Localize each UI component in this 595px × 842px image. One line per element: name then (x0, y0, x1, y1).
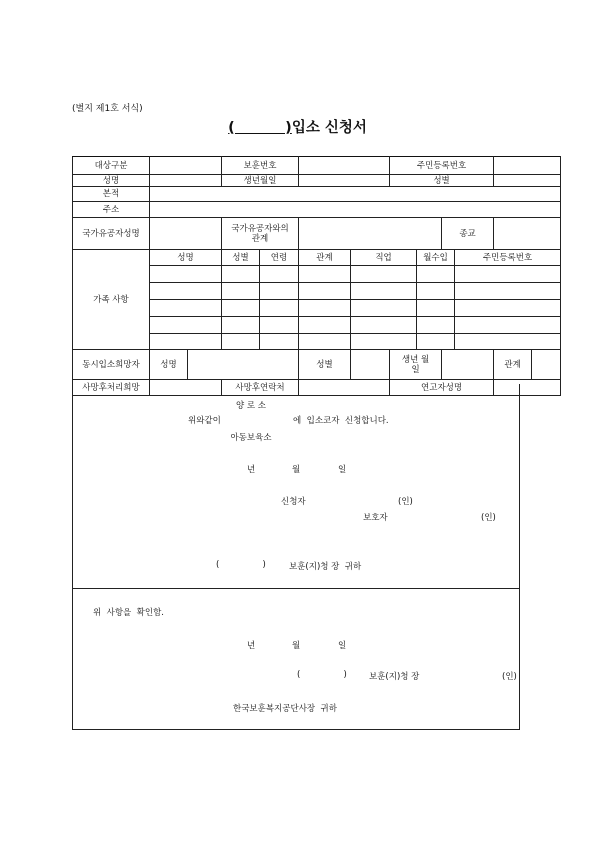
family-cell[interactable] (260, 283, 299, 300)
row-name (73, 175, 561, 187)
veteran-relation-label (222, 218, 299, 250)
confirm-addressee: 한국보훈복지공단사장 귀하 (233, 704, 337, 714)
joint-relation-field[interactable] (532, 350, 561, 380)
family-cell[interactable] (417, 300, 455, 317)
family-cell[interactable] (351, 266, 417, 283)
form-number-label: (별지 제1호 서식) (72, 104, 143, 114)
family-cell[interactable] (150, 266, 222, 283)
family-cell[interactable] (222, 317, 260, 334)
confirm-date-day: 일 (338, 641, 347, 651)
family-cell[interactable] (150, 317, 222, 334)
gender-field[interactable] (494, 175, 561, 187)
family-cell[interactable] (299, 334, 351, 350)
religion-field[interactable] (494, 218, 561, 250)
statement-date-day: 일 (338, 465, 347, 475)
veteran-number-label: 보훈번호 (222, 157, 299, 175)
application-table (72, 156, 561, 396)
family-cell[interactable] (417, 334, 455, 350)
row-veteran (73, 218, 561, 250)
family-cell[interactable] (260, 266, 299, 283)
family-cell[interactable] (299, 300, 351, 317)
title-text: 입소 신청서 (291, 120, 367, 136)
after-death-wish-label: 사망후처리희망 (73, 380, 150, 396)
family-header-name: 성명 (150, 250, 222, 266)
joint-birth-line1: 생년 월 (401, 354, 430, 365)
family-cell[interactable] (417, 266, 455, 283)
family-cell[interactable] (417, 283, 455, 300)
domicile-field[interactable] (150, 187, 561, 202)
confirm-date-year: 년 (247, 641, 256, 651)
page-title (0, 116, 595, 137)
name-field[interactable] (150, 175, 222, 187)
guardian-seal: (인) (481, 513, 496, 523)
family-cell[interactable] (351, 317, 417, 334)
veteran-name-label: 국가유공자성명 (73, 218, 150, 250)
statement-addressee: 보훈(지)청 장 귀하 (289, 562, 362, 572)
family-cell[interactable] (150, 300, 222, 317)
family-cell[interactable] (260, 300, 299, 317)
statement-date-year: 년 (247, 465, 256, 475)
facility-option-nursing-home: 양 로 소 (235, 401, 267, 411)
family-cell[interactable] (455, 300, 561, 317)
veteran-relation-field[interactable] (299, 218, 442, 250)
joint-birth-label (390, 350, 442, 380)
address-field[interactable] (150, 202, 561, 218)
confirm-seal: (인) (502, 672, 517, 682)
facility-option-childcare: 아동보육소 (230, 433, 272, 443)
target-category-label: 대상구분 (73, 157, 150, 175)
family-header-job: 직업 (351, 250, 417, 266)
target-category-field[interactable] (150, 157, 222, 175)
family-cell[interactable] (351, 300, 417, 317)
row-joint-applicant (73, 350, 561, 380)
joint-birth-field[interactable] (442, 350, 494, 380)
veteran-name-field[interactable] (150, 218, 222, 250)
row-address (73, 202, 561, 218)
joint-applicant-label: 동시입소희망자 (73, 350, 150, 380)
family-cell[interactable] (351, 334, 417, 350)
joint-relation-label: 관계 (494, 350, 532, 380)
veteran-number-field[interactable] (299, 157, 390, 175)
family-cell[interactable] (150, 283, 222, 300)
family-cell[interactable] (260, 334, 299, 350)
family-cell[interactable] (260, 317, 299, 334)
gender-label: 성별 (390, 175, 494, 187)
family-label: 가족 사항 (73, 250, 150, 350)
joint-name-label: 성명 (150, 350, 188, 380)
row-domicile (73, 187, 561, 202)
statement-sentence-end: 에 입소코자 신청합니다. (293, 416, 389, 426)
family-cell[interactable] (222, 283, 260, 300)
family-header-resident-number: 주민등록번호 (455, 250, 561, 266)
row-family-header (73, 250, 561, 266)
family-header-age: 연령 (260, 250, 299, 266)
family-header-income: 월수입 (417, 250, 455, 266)
family-cell[interactable] (150, 334, 222, 350)
family-cell[interactable] (455, 266, 561, 283)
family-cell[interactable] (222, 300, 260, 317)
resident-number-label: 주민등록번호 (390, 157, 494, 175)
statement-date-month: 월 (292, 465, 301, 475)
veteran-relation-line1: 국가유공자와의 (231, 223, 289, 234)
guardian-label: 보호자 (363, 513, 388, 523)
family-cell[interactable] (222, 334, 260, 350)
confirmation-section (72, 589, 520, 730)
confirm-date-month: 월 (292, 641, 301, 651)
birth-date-label: 생년월일 (222, 175, 299, 187)
application-statement (72, 384, 520, 589)
veteran-relation-line2: 관계 (251, 233, 269, 244)
family-cell[interactable] (222, 266, 260, 283)
joint-gender-field[interactable] (351, 350, 390, 380)
guardian-name-label: 연고자성명 (390, 380, 494, 396)
applicant-seal: (인) (398, 497, 413, 507)
after-death-contact-label: 사망후연락처 (222, 380, 299, 396)
row-target-category (73, 157, 561, 175)
domicile-label: 본적 (73, 187, 150, 202)
family-header-relation: 관계 (299, 250, 351, 266)
family-cell[interactable] (299, 283, 351, 300)
statement-addressee-paren: ( ) (216, 560, 266, 570)
joint-birth-line2: 일 (411, 364, 420, 375)
family-cell[interactable] (455, 283, 561, 300)
family-cell[interactable] (299, 266, 351, 283)
resident-number-field[interactable] (494, 157, 561, 175)
birth-date-field[interactable] (299, 175, 390, 187)
religion-label: 종교 (442, 218, 494, 250)
confirmation-text: 위 사항을 확인함. (93, 608, 164, 618)
family-cell[interactable] (455, 334, 561, 350)
joint-gender-label: 성별 (299, 350, 351, 380)
family-header-gender: 성별 (222, 250, 260, 266)
applicant-label: 신청자 (281, 497, 306, 507)
family-cell[interactable] (455, 317, 561, 334)
family-cell[interactable] (299, 317, 351, 334)
family-cell[interactable] (351, 283, 417, 300)
title-blank: ( ) (228, 120, 292, 136)
statement-sentence-start: 위와같이 (188, 416, 221, 426)
confirm-office-paren: ( ) (297, 670, 347, 680)
family-cell[interactable] (417, 317, 455, 334)
name-label: 성명 (73, 175, 150, 187)
joint-name-field[interactable] (188, 350, 299, 380)
confirm-office: 보훈(지)청 장 (369, 672, 420, 682)
address-label: 주소 (73, 202, 150, 218)
